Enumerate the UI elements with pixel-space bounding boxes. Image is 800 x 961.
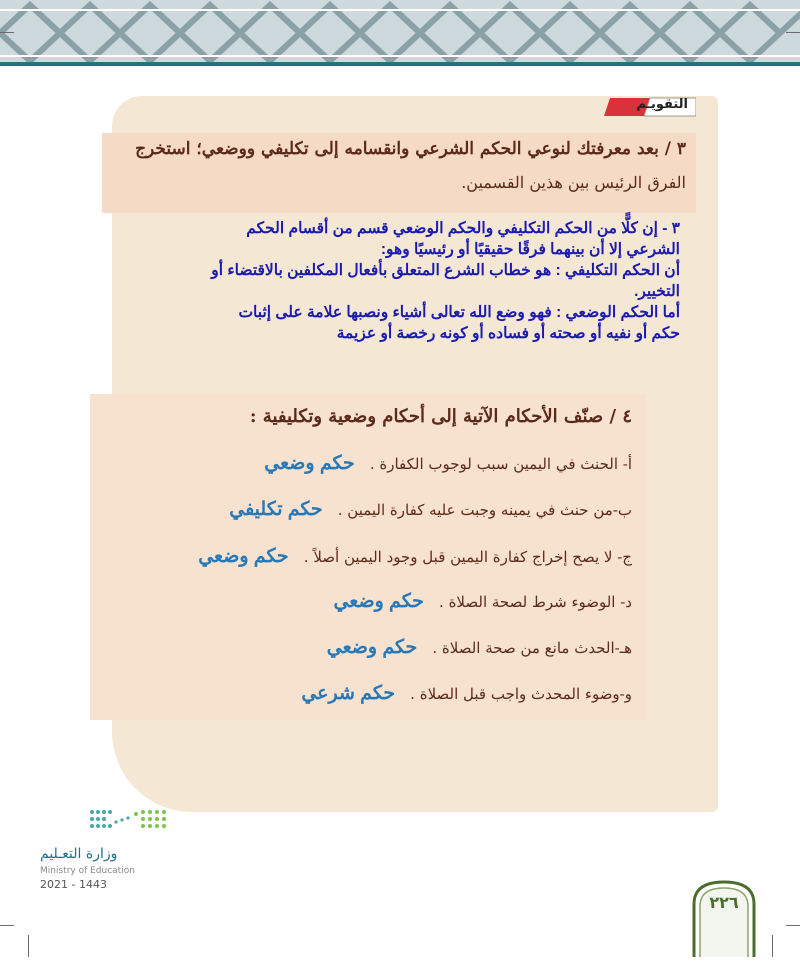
crop-mark <box>28 935 29 957</box>
page-arch-icon <box>692 880 756 957</box>
question-3-line-2: الفرق الرئيس بين هذين القسمين. <box>461 173 686 192</box>
item-answer: حكم تكليفي <box>229 499 323 520</box>
question-3-box <box>102 133 696 213</box>
answer-line: أن الحكم التكليفي : هو خطاب الشرع المتعلق بأفعال المكلفين بالاقتضاء أو <box>211 262 680 279</box>
classification-item <box>198 545 632 568</box>
item-answer: حكم وضعي <box>326 637 418 658</box>
classification-item <box>333 590 632 613</box>
item-text: ج- لا يصح إخراج كفارة اليمين قبل وجود اليمين أصلاً . <box>303 548 632 566</box>
answer-3-block <box>100 218 680 344</box>
crop-mark <box>786 32 800 33</box>
question-3-line-1: ٣ / بعد معرفتك لنوعي الحكم الشرعي وانقسامه إلى تكليفي ووضعي؛ استخرج <box>135 139 686 159</box>
header-banner <box>0 0 800 66</box>
answer-line: التخيير. <box>634 283 680 300</box>
answer-line: أما الحكم الوضعي : فهو وضع الله تعالى أشياء ونصبها علامة على إثبات <box>238 304 680 321</box>
page-number: ٢٢٦ <box>709 893 739 912</box>
question-4-title: ٤ / صنّف الأحكام الآتية إلى أحكام وضعية وتكليفية : <box>249 406 632 427</box>
crop-mark <box>0 32 14 33</box>
ministry-year: 2021 - 1443 <box>40 878 107 891</box>
crop-mark <box>0 925 14 926</box>
item-text: هـ-الحدث مانع من صحة الصلاة . <box>432 639 632 657</box>
item-text: و-وضوء المحدث واجب قبل الصلاة . <box>410 685 632 703</box>
question-4-box <box>90 394 646 720</box>
ministry-dots-icon <box>28 806 188 846</box>
item-answer: حكم وضعي <box>264 453 355 474</box>
item-text: د- الوضوء شرط لصحة الصلاة . <box>439 593 632 611</box>
section-tag-label: التقويـم <box>636 97 688 112</box>
item-text: ب-من حنث في يمينه وجبت عليه كفارة اليمين . <box>337 501 632 519</box>
item-answer: حكم وضعي <box>333 591 424 612</box>
answer-line: الشرعي إلا أن بينهما فرقًا حقيقيًا أو رئيسيًا وهو: <box>380 241 680 258</box>
answer-line: ٣ - إن كلًّا من الحكم التكليفي والحكم الوضعي قسم من أقسام الحكم <box>246 220 680 237</box>
classification-item <box>327 636 632 659</box>
geometric-pattern-banner <box>0 0 800 66</box>
classification-item <box>264 452 632 475</box>
section-tag <box>604 96 696 118</box>
classification-item <box>229 498 632 521</box>
ministry-name-ar: وزارة التعـليم <box>40 846 118 862</box>
item-answer: حكم وضعي <box>198 546 289 567</box>
classification-item <box>301 682 632 705</box>
item-text: أ- الحنث في اليمين سبب لوجوب الكفارة . <box>369 455 632 473</box>
crop-mark <box>786 925 800 926</box>
page-number-badge <box>692 880 756 957</box>
crop-mark <box>772 935 773 957</box>
item-answer: حكم شرعي <box>301 683 396 704</box>
answer-line: حكم أو نفيه أو صحته أو فساده أو كونه رخصة أو عزيمة <box>336 325 680 342</box>
ministry-name-en: Ministry of Education <box>40 866 135 876</box>
